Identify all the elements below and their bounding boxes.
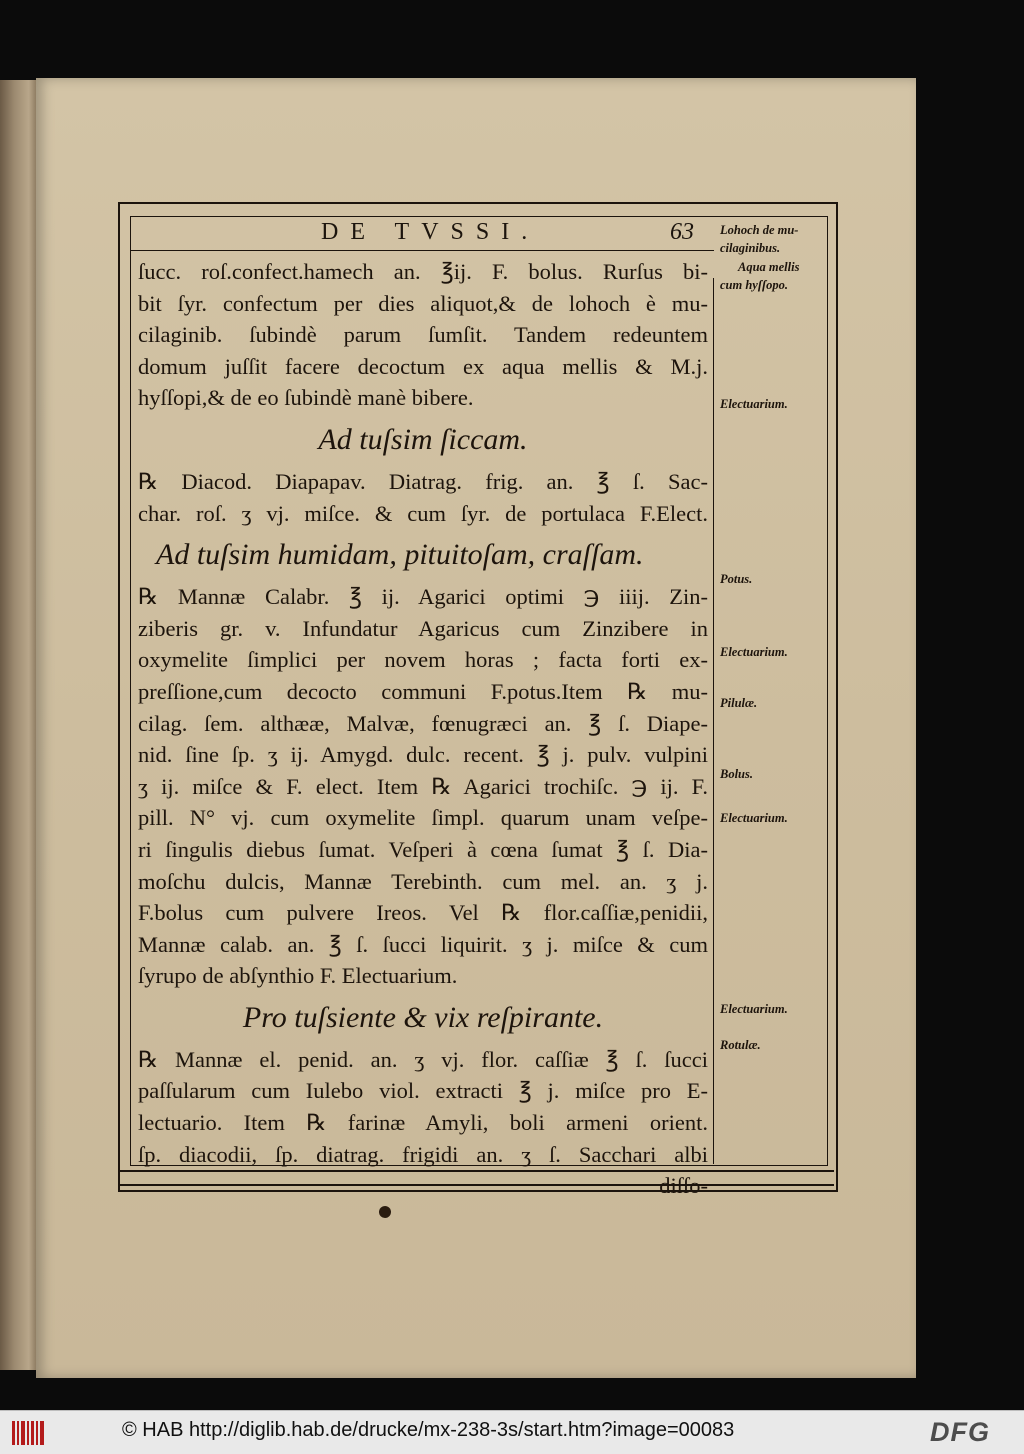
text-line: moſchu dulcis, Mannæ Terebinth. cum mel. an. ʒ j. (138, 868, 708, 894)
text-line: nid. ſine ſp. ʒ ij. Amygd. dulc. recent. ℥ j. pulv. vulpini (138, 742, 708, 768)
page-number: 63 (670, 219, 694, 245)
margin-note: Potus. (720, 572, 753, 586)
text-line: ziberis gr. v. Infundatur Agaricus cum Zinzibere in (138, 615, 708, 641)
text-line: ℞ Diacod. Diapapav. Diatrag. frig. an. ℥ ſ. Sac- (138, 468, 708, 494)
text-line: ℞ Mannæ el. penid. an. ʒ vj. flor. caſſiæ ℥ ſ. ſucci (138, 1046, 708, 1072)
section-heading: Ad tuſsim humidam, pituitoſam, craſſam. (156, 538, 644, 572)
margin-note: Lohoch de mu- (720, 223, 799, 237)
text-line: paſſularum cum Iulebo viol. extracti ℥ j. miſce pro E- (138, 1078, 708, 1104)
margin-note: Bolus. (720, 767, 754, 781)
text-line: char. roſ. ʒ vj. miſce. & cum ſyr. de portulaca F.Elect. (138, 500, 708, 526)
text-line: F.bolus cum pulvere Ireos. Vel ℞ flor.caſſiæ,penidii, (138, 900, 708, 926)
bottom-rule-lower (118, 1184, 834, 1186)
margin-note: Electuarium. (720, 397, 788, 411)
text-line: cilaginib. ſubindè parum ſumſit. Tandem redeuntem (138, 322, 708, 348)
section-heading: Ad tuſsim ſiccam. (318, 422, 528, 456)
text-line: cilag. ſem. althææ, Malvæ, fœnugræci an. ℥ ſ. Diape- (138, 710, 708, 736)
section-heading: Pro tuſsiente & vix reſpirante. (242, 1000, 604, 1034)
running-head: DE TVSSI. (321, 219, 540, 245)
margin-column-rule (713, 278, 714, 1164)
copyright-link[interactable]: © HAB http://diglib.hab.de/drucke/mx-238-3s/start.htm?image=00083 (122, 1419, 735, 1441)
text-line: domum juſſit facere decoctum ex aqua mellis & M.j. (138, 353, 708, 379)
text-line: diſſo- (659, 1173, 708, 1199)
text-line: ℞ Mannæ Calabr. ℥ ij. Agarici optimi ℈ iiij. Zin- (138, 584, 708, 610)
text-line: ſucc. roſ.confect.hamech an. ℥ij. F. bolus. Rurſus bi- (138, 259, 708, 284)
dfg-logo: DFG (930, 1417, 990, 1447)
margin-note: Electuarium. (720, 1002, 788, 1016)
ink-spot (379, 1206, 391, 1218)
text-line: oxymelite ſimplici per novem horas ; facta forti ex- (138, 647, 708, 673)
margin-note: Electuarium. (720, 811, 788, 825)
text-line: ʒ ij. miſce & F. elect. Item ℞ Agarici trochiſc. ℈ ij. F. (138, 773, 708, 799)
book-page (36, 78, 916, 1378)
text-line: ſyrupo de abſynthio F. Electuarium. (138, 963, 458, 989)
previous-page-edge (0, 80, 36, 1370)
margin-note: Aqua mellis (738, 260, 800, 274)
text-line: hyſſopi,& de eo ſubindè manè bibere. (138, 385, 474, 411)
head-rule (130, 250, 714, 251)
margin-note: Rotulæ. (720, 1038, 761, 1052)
margin-note: Pilulæ. (720, 696, 758, 710)
margin-note: Electuarium. (720, 645, 788, 659)
viewer-footer (0, 1410, 1024, 1454)
hab-barcode-icon (12, 1421, 46, 1445)
margin-note: cilaginibus. (720, 241, 781, 255)
text-line: ſp. diacodii, ſp. diatrag. frigidi an. ʒ ſ. Sacchari albi (138, 1141, 708, 1167)
text-line: pill. N° vj. cum oxymelite ſimpl. quarum unam veſpe- (138, 805, 708, 831)
text-line: bit ſyr. confectum per dies aliquot,& de lohoch è mu- (138, 290, 708, 316)
margin-note: cum hyſſopo. (720, 278, 789, 292)
main-text (138, 256, 708, 1202)
text-line: Mannæ calab. an. ℥ ſ. ſucci liquirit. ʒ j. miſce & cum (138, 931, 708, 957)
text-line: lectuario. Item ℞ farinæ Amyli, boli armeni orient. (138, 1110, 708, 1136)
text-line: ri ſingulis diebus ſumat. Veſperi à cœna ſumat ℥ ſ. Dia- (138, 836, 708, 862)
text-line: preſſione,cum decocto communi F.potus.Item ℞ mu- (138, 678, 708, 704)
bottom-rule (118, 1170, 834, 1172)
